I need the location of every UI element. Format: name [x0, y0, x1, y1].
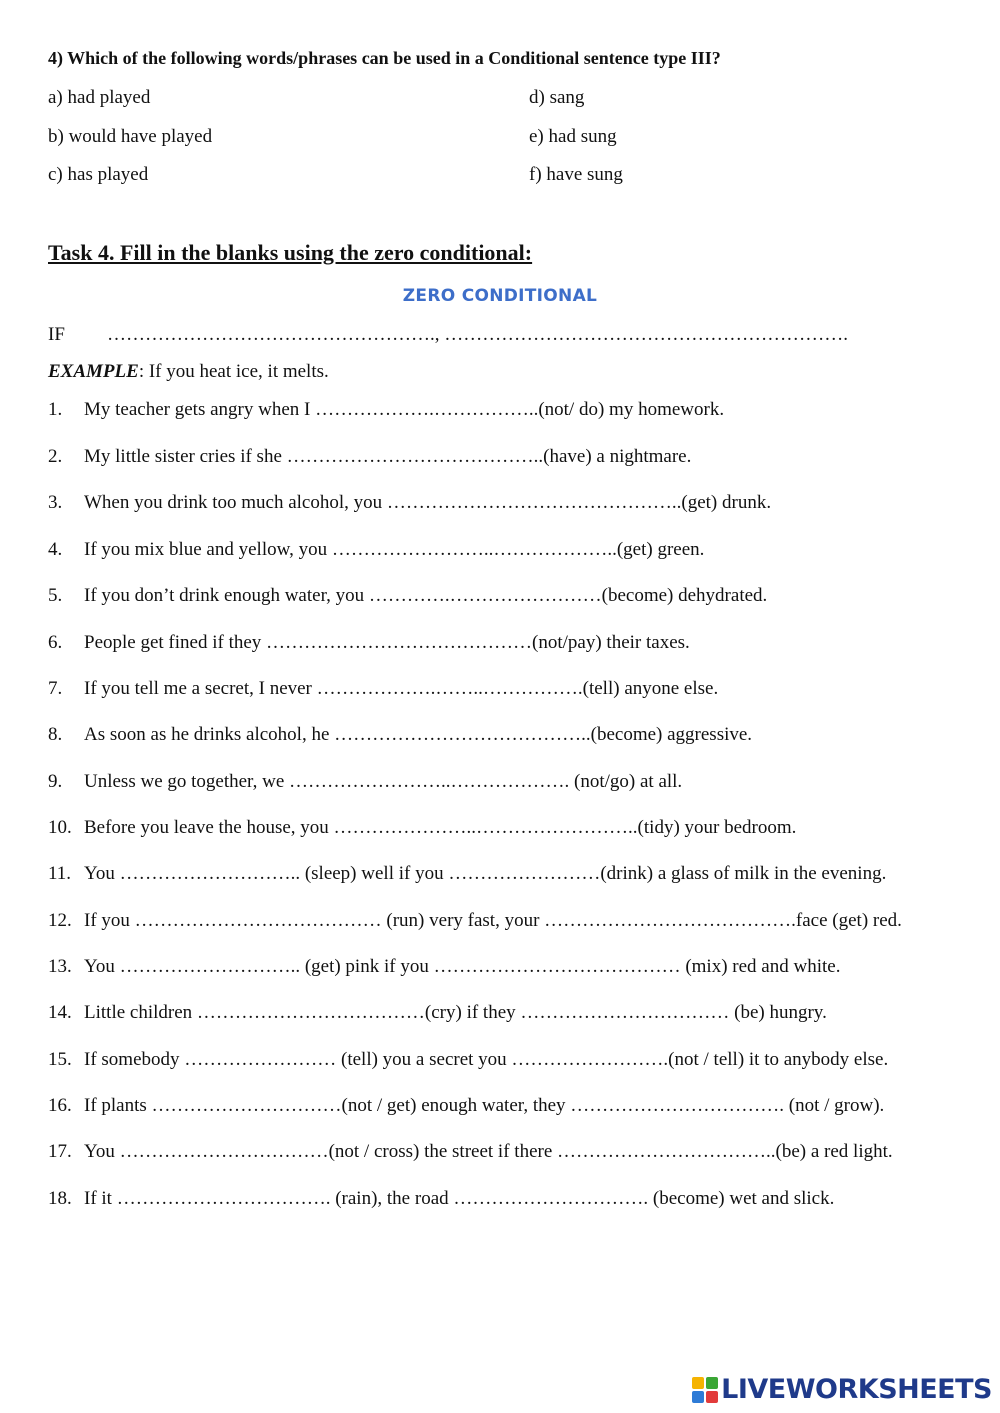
example-label: EXAMPLE	[48, 361, 139, 382]
option-f: f) have sung	[529, 164, 623, 185]
item-number: 9.	[48, 771, 63, 792]
item-number: 17.	[48, 1141, 72, 1162]
option-c: c) has played	[48, 164, 149, 185]
if-structure-blanks[interactable]: ……………………………………………., ……………………………………………………….	[107, 324, 848, 345]
item-number: 14.	[48, 1002, 72, 1023]
item-number: 5.	[48, 585, 63, 606]
exercise-item[interactable]: You ……………………………(not / cross) the street if there ……………………………..(be) a red light.	[84, 1141, 893, 1162]
liveworksheets-logo[interactable]	[692, 1374, 992, 1405]
exercise-item[interactable]: If you ………………………………… (run) very fast, your ………………………………….face (get) red.	[84, 910, 902, 931]
liveworksheets-logo-icon	[692, 1377, 718, 1403]
zero-conditional-heading: ZERO CONDITIONAL	[402, 286, 598, 306]
item-number: 18.	[48, 1188, 72, 1209]
item-number: 1.	[48, 399, 63, 420]
exercise-item[interactable]: You ……………………….. (get) pink if you ………………………………… (mix) red and white.	[84, 956, 841, 977]
exercise-item[interactable]: If somebody …………………… (tell) you a secret you …………………….(not / tell) it to anybody else.	[84, 1049, 889, 1070]
exercise-item[interactable]: People get fined if they ……………………………………(not/pay) their taxes.	[84, 632, 690, 653]
option-b: b) would have played	[48, 126, 213, 147]
exercise-item[interactable]: You ……………………….. (sleep) well if you ……………………(drink) a glass of milk in the evening.	[84, 863, 887, 884]
example-line	[48, 361, 329, 383]
item-number: 10.	[48, 817, 72, 838]
item-number: 12.	[48, 910, 72, 931]
exercise-item[interactable]: Little children ………………………………(cry) if they …………………………… (be) hungry.	[84, 1002, 827, 1023]
if-label: IF	[48, 324, 65, 345]
option-a: a) had played	[48, 87, 151, 108]
exercise-item[interactable]: If you mix blue and yellow, you ……………………..………………..(get) green.	[84, 539, 705, 560]
exercise-item[interactable]: If you tell me a secret, I never ……………….……..…………….(tell) anyone else.	[84, 678, 719, 699]
item-number: 15.	[48, 1049, 72, 1070]
task-4-title: Task 4. Fill in the blanks using the zero conditional:	[48, 240, 533, 265]
exercise-item[interactable]: Unless we go together, we ……………………..………………. (not/go) at all.	[84, 771, 683, 792]
item-number: 6.	[48, 632, 63, 653]
exercise-item[interactable]: If it ……………………………. (rain), the road …………………………. (become) wet and slick.	[84, 1188, 835, 1209]
item-number: 2.	[48, 446, 63, 467]
exercise-item[interactable]: My teacher gets angry when I ……………….……………..(not/ do) my homework.	[84, 399, 725, 420]
exercise-item[interactable]: My little sister cries if she …………………………………..(have) a nightmare.	[84, 446, 692, 467]
exercise-item[interactable]: As soon as he drinks alcohol, he …………………………………..(become) aggressive.	[84, 724, 753, 745]
liveworksheets-logo-text: LIVEWORKSHEETS	[721, 1374, 992, 1405]
item-number: 13.	[48, 956, 72, 977]
item-number: 8.	[48, 724, 63, 745]
option-d: d) sang	[529, 87, 585, 108]
item-number: 7.	[48, 678, 63, 699]
question-4-title: 4) Which of the following words/phrases can be used in a Conditional sentence type III?	[48, 48, 721, 68]
item-number: 3.	[48, 492, 63, 513]
example-text: : If you heat ice, it melts.	[138, 361, 329, 382]
option-e: e) had sung	[529, 126, 617, 147]
exercise-item[interactable]: Before you leave the house, you …………………..……………………..(tidy) your bedroom.	[84, 817, 797, 838]
exercise-item[interactable]: If you don’t drink enough water, you ………….……………………(become) dehydrated.	[84, 585, 768, 606]
item-number: 16.	[48, 1095, 72, 1116]
item-number: 4.	[48, 539, 63, 560]
exercise-item[interactable]: If plants …………………………(not / get) enough water, they ……………………………. (not / grow).	[84, 1095, 885, 1116]
exercise-item[interactable]: When you drink too much alcohol, you ………………………………………..(get) drunk.	[84, 492, 772, 513]
item-number: 11.	[48, 863, 72, 884]
